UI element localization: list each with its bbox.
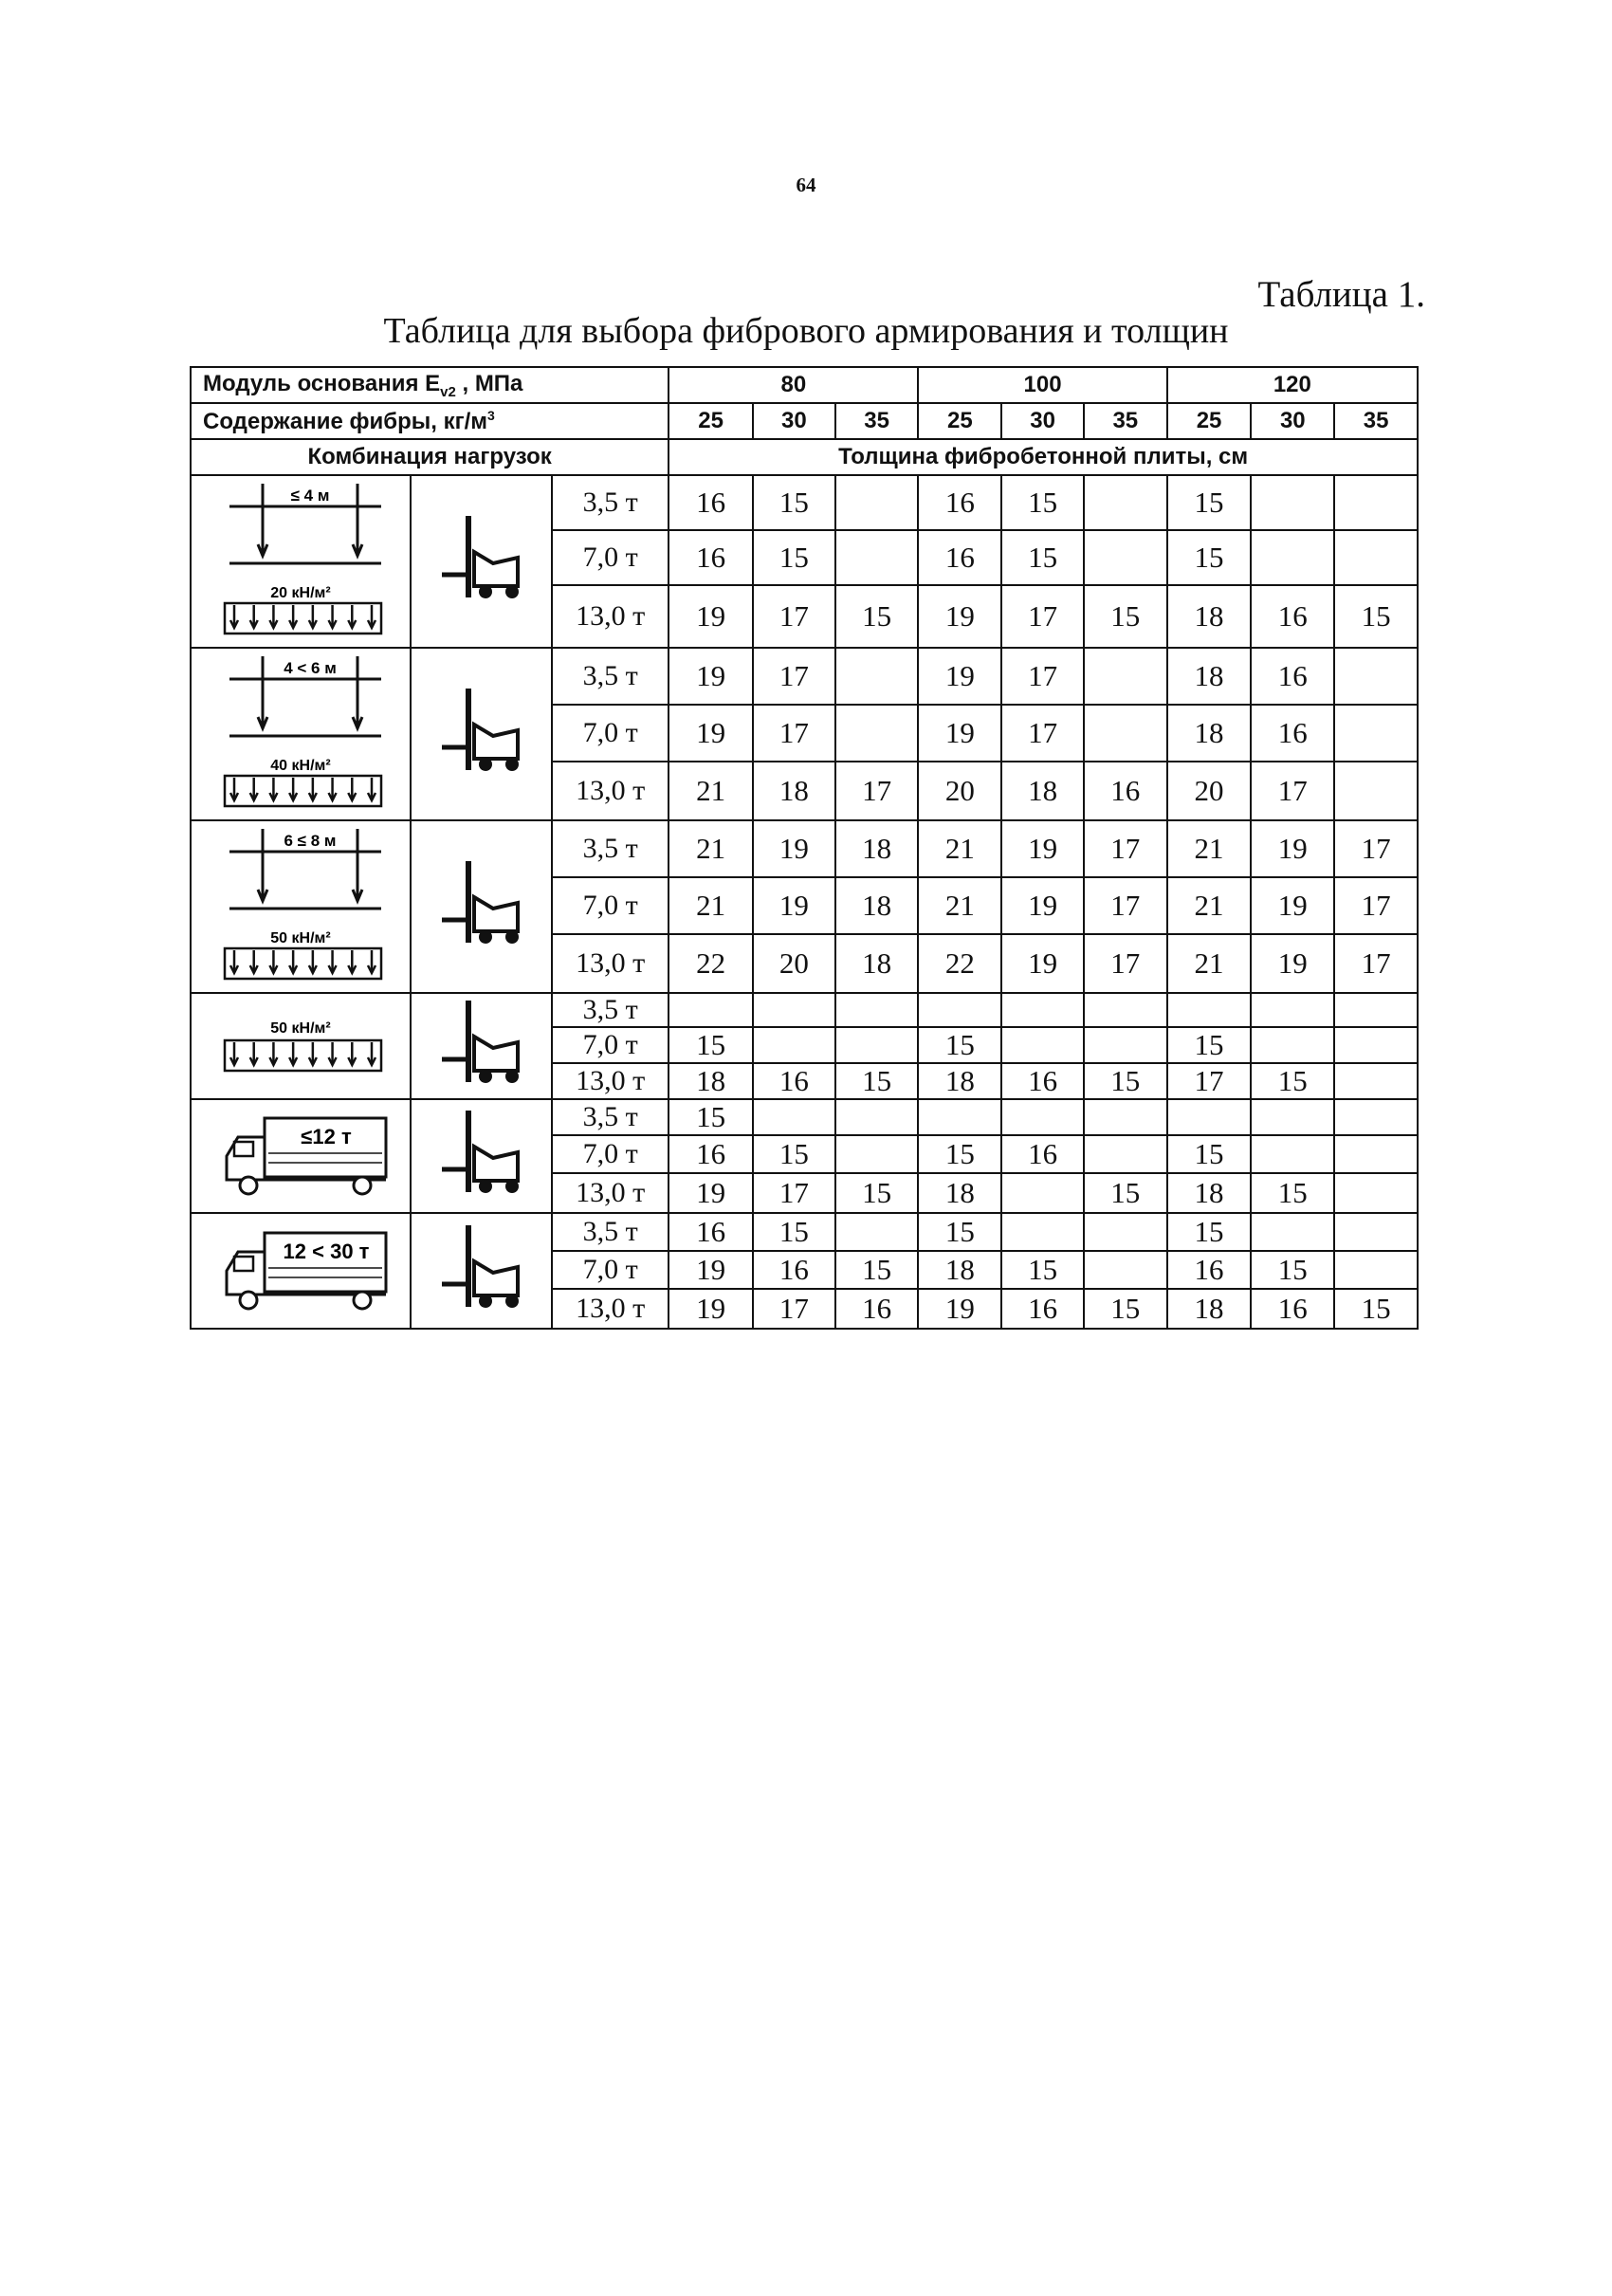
thickness-value-cell: [1251, 475, 1334, 530]
thickness-value-cell: 16: [1001, 1289, 1084, 1329]
thickness-value-cell: 15: [1167, 1027, 1252, 1063]
thickness-value-cell: 15: [753, 1213, 835, 1251]
page-number: 64: [796, 174, 816, 196]
thickness-value-cell: 15: [753, 475, 835, 530]
thickness-header-cell: Толщина фибробетонной плиты, см: [669, 439, 1418, 475]
thickness-value-cell: 15: [669, 1099, 753, 1135]
thickness-value-cell: 15: [1001, 1251, 1084, 1289]
svg-text:≤ 4 м: ≤ 4 м: [290, 487, 330, 505]
thickness-value-cell: 15: [1084, 1289, 1167, 1329]
truck-icon: [206, 1104, 395, 1208]
rack-spacing-load-diagram-icon: [206, 821, 395, 992]
thickness-value-cell: 19: [1251, 820, 1334, 877]
thickness-value-cell: [835, 1099, 919, 1135]
thickness-value-cell: 18: [918, 1063, 1001, 1099]
thickness-value-cell: 22: [669, 934, 753, 993]
thickness-value-cell: [1167, 1099, 1252, 1135]
load-combination-diagram-cell: [191, 475, 411, 648]
rack-spacing-load-diagram-icon: [206, 476, 395, 647]
modulus-subscript: v2: [440, 383, 456, 400]
thickness-value-cell: [1334, 1027, 1418, 1063]
load-combination-diagram-cell: [191, 1099, 411, 1213]
thickness-value-cell: 15: [1334, 1289, 1418, 1329]
thickness-value-cell: 15: [835, 585, 919, 648]
thickness-value-cell: [1084, 1099, 1167, 1135]
thickness-value-cell: 15: [1001, 475, 1084, 530]
thickness-value-cell: 21: [918, 877, 1001, 934]
thickness-value-cell: 15: [753, 1135, 835, 1173]
modulus-header-cell: [191, 367, 669, 403]
thickness-value-cell: [835, 1213, 919, 1251]
thickness-value-cell: [1251, 1213, 1334, 1251]
thickness-value-cell: [1334, 1213, 1418, 1251]
table-row: [191, 993, 1418, 1027]
thickness-value-cell: 17: [1251, 762, 1334, 820]
thickness-value-cell: [1251, 1099, 1334, 1135]
thickness-value-cell: 18: [1167, 648, 1252, 705]
thickness-value-cell: [1167, 993, 1252, 1027]
thickness-value-cell: 18: [918, 1251, 1001, 1289]
svg-text:12 < 30 т: 12 < 30 т: [283, 1240, 370, 1263]
thickness-value-cell: 19: [918, 585, 1001, 648]
thickness-value-cell: 16: [753, 1063, 835, 1099]
thickness-value-cell: 20: [1167, 762, 1252, 820]
thickness-value-cell: 15: [1084, 585, 1167, 648]
modulus-value-cell: 100: [918, 367, 1166, 403]
thickness-value-cell: 20: [753, 934, 835, 993]
thickness-value-cell: 19: [669, 648, 753, 705]
fiber-selection-table: [190, 366, 1419, 1330]
thickness-value-cell: 15: [1084, 1173, 1167, 1213]
thickness-value-cell: 19: [918, 1289, 1001, 1329]
thickness-value-cell: [1334, 1135, 1418, 1173]
thickness-value-cell: 17: [835, 762, 919, 820]
fiber-value-cell: 25: [669, 403, 753, 439]
thickness-value-cell: [835, 530, 919, 585]
thickness-value-cell: 15: [669, 1027, 753, 1063]
thickness-value-cell: [1334, 530, 1418, 585]
thickness-value-cell: 19: [1001, 820, 1084, 877]
thickness-value-cell: 19: [669, 585, 753, 648]
forklift-load-cell: 7,0 т: [552, 1251, 669, 1289]
thickness-value-cell: 15: [1167, 1213, 1252, 1251]
forklift-load-cell: 3,5 т: [552, 475, 669, 530]
svg-text:20 кН/м²: 20 кН/м²: [270, 585, 331, 601]
forklift-icon: [436, 512, 527, 611]
thickness-value-cell: [835, 1135, 919, 1173]
forklift-cell: [411, 475, 552, 648]
thickness-value-cell: 16: [753, 1251, 835, 1289]
distributed-load-diagram-icon: [206, 1008, 395, 1084]
thickness-value-cell: 16: [1251, 585, 1334, 648]
thickness-value-cell: 18: [1167, 585, 1252, 648]
fiber-superscript: 3: [487, 407, 495, 423]
header-row-modulus: [191, 367, 1418, 403]
table-row: [191, 1099, 1418, 1135]
thickness-value-cell: 19: [918, 648, 1001, 705]
forklift-load-cell: 7,0 т: [552, 1027, 669, 1063]
thickness-value-cell: 21: [669, 762, 753, 820]
thickness-value-cell: 17: [1001, 648, 1084, 705]
table-row: [191, 1213, 1418, 1251]
thickness-value-cell: 16: [669, 530, 753, 585]
forklift-cell: [411, 1213, 552, 1329]
forklift-icon: [436, 685, 527, 783]
thickness-value-cell: 16: [1001, 1135, 1084, 1173]
thickness-value-cell: 16: [1251, 648, 1334, 705]
thickness-value-cell: 16: [669, 1213, 753, 1251]
fiber-value-cell: 30: [753, 403, 835, 439]
thickness-value-cell: 15: [918, 1027, 1001, 1063]
thickness-value-cell: 19: [1001, 877, 1084, 934]
thickness-value-cell: [1334, 705, 1418, 762]
forklift-load-cell: 7,0 т: [552, 705, 669, 762]
thickness-value-cell: 21: [669, 877, 753, 934]
thickness-value-cell: 18: [753, 762, 835, 820]
thickness-value-cell: 21: [1167, 877, 1252, 934]
forklift-icon: [436, 1221, 527, 1320]
thickness-value-cell: [1084, 993, 1167, 1027]
forklift-load-cell: 13,0 т: [552, 1173, 669, 1213]
thickness-value-cell: 17: [1167, 1063, 1252, 1099]
thickness-value-cell: [1334, 762, 1418, 820]
thickness-value-cell: 19: [1251, 877, 1334, 934]
thickness-value-cell: 17: [753, 1173, 835, 1213]
fiber-header-cell: [191, 403, 669, 439]
thickness-value-cell: 16: [835, 1289, 919, 1329]
forklift-icon: [436, 997, 527, 1095]
thickness-value-cell: 15: [1251, 1173, 1334, 1213]
thickness-value-cell: 19: [918, 705, 1001, 762]
load-combination-diagram-cell: [191, 993, 411, 1099]
load-combination-diagram-cell: [191, 1213, 411, 1329]
thickness-value-cell: [753, 1027, 835, 1063]
table-label: Таблица 1.: [1257, 274, 1425, 315]
modulus-value-cell: 120: [1167, 367, 1418, 403]
forklift-load-cell: 3,5 т: [552, 1213, 669, 1251]
thickness-value-cell: 17: [1084, 877, 1167, 934]
thickness-value-cell: 21: [918, 820, 1001, 877]
thickness-value-cell: [1251, 1135, 1334, 1173]
thickness-value-cell: 18: [1167, 705, 1252, 762]
thickness-value-cell: 21: [669, 820, 753, 877]
thickness-value-cell: [1251, 993, 1334, 1027]
thickness-value-cell: [1084, 1213, 1167, 1251]
thickness-value-cell: [1334, 1063, 1418, 1099]
thickness-value-cell: 22: [918, 934, 1001, 993]
thickness-value-cell: 19: [1001, 934, 1084, 993]
forklift-load-cell: 13,0 т: [552, 1289, 669, 1329]
forklift-load-cell: 3,5 т: [552, 648, 669, 705]
thickness-value-cell: 17: [1084, 820, 1167, 877]
thickness-value-cell: [669, 993, 753, 1027]
thickness-value-cell: 17: [1334, 934, 1418, 993]
modulus-label: Модуль основания E: [203, 370, 441, 396]
thickness-value-cell: [1334, 1173, 1418, 1213]
thickness-value-cell: [753, 993, 835, 1027]
thickness-value-cell: 20: [918, 762, 1001, 820]
thickness-value-cell: 18: [1167, 1173, 1252, 1213]
forklift-icon: [436, 1107, 527, 1205]
thickness-value-cell: 16: [669, 475, 753, 530]
thickness-value-cell: 16: [1251, 705, 1334, 762]
forklift-icon: [436, 857, 527, 956]
thickness-value-cell: [835, 993, 919, 1027]
thickness-value-cell: 19: [669, 1173, 753, 1213]
thickness-value-cell: 15: [918, 1213, 1001, 1251]
fiber-value-cell: 35: [1334, 403, 1418, 439]
thickness-value-cell: [753, 1099, 835, 1135]
thickness-value-cell: 21: [1167, 934, 1252, 993]
svg-text:4 < 6 м: 4 < 6 м: [284, 659, 337, 677]
thickness-value-cell: 17: [1001, 705, 1084, 762]
thickness-value-cell: 16: [918, 530, 1001, 585]
svg-text:6 ≤ 8 м: 6 ≤ 8 м: [284, 832, 337, 850]
svg-text:≤12 т: ≤12 т: [301, 1125, 352, 1148]
thickness-value-cell: [1084, 1027, 1167, 1063]
forklift-load-cell: 13,0 т: [552, 585, 669, 648]
thickness-value-cell: 18: [835, 820, 919, 877]
thickness-value-cell: 18: [1167, 1289, 1252, 1329]
forklift-load-cell: 13,0 т: [552, 1063, 669, 1099]
thickness-value-cell: 19: [669, 1289, 753, 1329]
fiber-value-cell: 35: [835, 403, 919, 439]
thickness-value-cell: [1001, 1173, 1084, 1213]
forklift-cell: [411, 1099, 552, 1213]
thickness-value-cell: 15: [835, 1173, 919, 1213]
thickness-value-cell: [1084, 1135, 1167, 1173]
table-title: Таблица для выбора фибрового армирования и толщин: [383, 311, 1229, 351]
thickness-value-cell: 16: [1001, 1063, 1084, 1099]
header-row-combination: [191, 439, 1418, 475]
thickness-value-cell: [1251, 530, 1334, 585]
thickness-value-cell: 19: [1251, 934, 1334, 993]
thickness-value-cell: [835, 705, 919, 762]
fiber-value-cell: 25: [918, 403, 1001, 439]
fiber-label: Содержание фибры, кг/м: [203, 408, 488, 434]
thickness-value-cell: [1334, 648, 1418, 705]
thickness-value-cell: 15: [835, 1063, 919, 1099]
thickness-value-cell: [1001, 1213, 1084, 1251]
svg-text:50 кН/м²: 50 кН/м²: [270, 1020, 331, 1037]
thickness-value-cell: [1334, 1251, 1418, 1289]
forklift-cell: [411, 648, 552, 820]
thickness-value-cell: 16: [918, 475, 1001, 530]
thickness-value-cell: 15: [835, 1251, 919, 1289]
thickness-value-cell: 15: [1084, 1063, 1167, 1099]
thickness-value-cell: [1334, 475, 1418, 530]
thickness-value-cell: [918, 1099, 1001, 1135]
fiber-value-cell: 30: [1251, 403, 1334, 439]
forklift-load-cell: 3,5 т: [552, 820, 669, 877]
thickness-value-cell: [1084, 648, 1167, 705]
forklift-load-cell: 3,5 т: [552, 993, 669, 1027]
combination-header-cell: Комбинация нагрузок: [191, 439, 669, 475]
thickness-value-cell: [1084, 530, 1167, 585]
thickness-value-cell: 17: [753, 1289, 835, 1329]
thickness-value-cell: [1001, 1027, 1084, 1063]
table-row: [191, 648, 1418, 705]
thickness-value-cell: 19: [753, 877, 835, 934]
forklift-load-cell: 13,0 т: [552, 934, 669, 993]
thickness-value-cell: 16: [1167, 1251, 1252, 1289]
thickness-value-cell: 18: [1001, 762, 1084, 820]
rack-spacing-load-diagram-icon: [206, 649, 395, 819]
thickness-value-cell: [835, 648, 919, 705]
modulus-value-cell: 80: [669, 367, 918, 403]
thickness-value-cell: [835, 475, 919, 530]
thickness-value-cell: 16: [1251, 1289, 1334, 1329]
thickness-value-cell: 17: [753, 705, 835, 762]
table-row: [191, 475, 1418, 530]
thickness-value-cell: 15: [1251, 1251, 1334, 1289]
thickness-value-cell: 15: [918, 1135, 1001, 1173]
thickness-value-cell: [1084, 705, 1167, 762]
fiber-value-cell: 30: [1001, 403, 1084, 439]
thickness-value-cell: 18: [918, 1173, 1001, 1213]
thickness-value-cell: 15: [753, 530, 835, 585]
svg-text:40 кН/м²: 40 кН/м²: [270, 758, 331, 774]
thickness-value-cell: 19: [669, 705, 753, 762]
thickness-value-cell: 17: [1334, 820, 1418, 877]
thickness-value-cell: 15: [1167, 475, 1252, 530]
fiber-value-cell: 25: [1167, 403, 1252, 439]
load-combination-diagram-cell: [191, 820, 411, 993]
thickness-value-cell: [1084, 1251, 1167, 1289]
thickness-value-cell: [1334, 1099, 1418, 1135]
thickness-value-cell: 21: [1167, 820, 1252, 877]
thickness-value-cell: 16: [1084, 762, 1167, 820]
thickness-value-cell: 19: [753, 820, 835, 877]
forklift-load-cell: 13,0 т: [552, 762, 669, 820]
forklift-cell: [411, 820, 552, 993]
thickness-value-cell: 15: [1167, 1135, 1252, 1173]
table-row: [191, 820, 1418, 877]
forklift-load-cell: 7,0 т: [552, 1135, 669, 1173]
forklift-load-cell: 3,5 т: [552, 1099, 669, 1135]
thickness-value-cell: 16: [669, 1135, 753, 1173]
thickness-value-cell: [1001, 1099, 1084, 1135]
thickness-value-cell: [1001, 993, 1084, 1027]
load-combination-diagram-cell: [191, 648, 411, 820]
thickness-value-cell: 15: [1334, 585, 1418, 648]
modulus-unit: , МПа: [455, 370, 523, 396]
thickness-value-cell: 15: [1251, 1063, 1334, 1099]
thickness-value-cell: 15: [1001, 530, 1084, 585]
thickness-value-cell: 17: [1084, 934, 1167, 993]
thickness-value-cell: 18: [669, 1063, 753, 1099]
thickness-value-cell: [1084, 475, 1167, 530]
forklift-load-cell: 7,0 т: [552, 877, 669, 934]
header-row-fiber: [191, 403, 1418, 439]
thickness-value-cell: [1334, 993, 1418, 1027]
thickness-value-cell: 17: [1001, 585, 1084, 648]
thickness-value-cell: 17: [753, 585, 835, 648]
thickness-value-cell: 18: [835, 877, 919, 934]
forklift-cell: [411, 993, 552, 1099]
thickness-value-cell: 17: [1334, 877, 1418, 934]
thickness-value-cell: [1251, 1027, 1334, 1063]
thickness-value-cell: [918, 993, 1001, 1027]
thickness-value-cell: [835, 1027, 919, 1063]
thickness-value-cell: 15: [1167, 530, 1252, 585]
thickness-value-cell: 18: [835, 934, 919, 993]
forklift-load-cell: 7,0 т: [552, 530, 669, 585]
truck-icon: [206, 1219, 395, 1323]
thickness-value-cell: 17: [753, 648, 835, 705]
thickness-value-cell: 19: [669, 1251, 753, 1289]
fiber-value-cell: 35: [1084, 403, 1167, 439]
svg-text:50 кН/м²: 50 кН/м²: [270, 930, 331, 946]
